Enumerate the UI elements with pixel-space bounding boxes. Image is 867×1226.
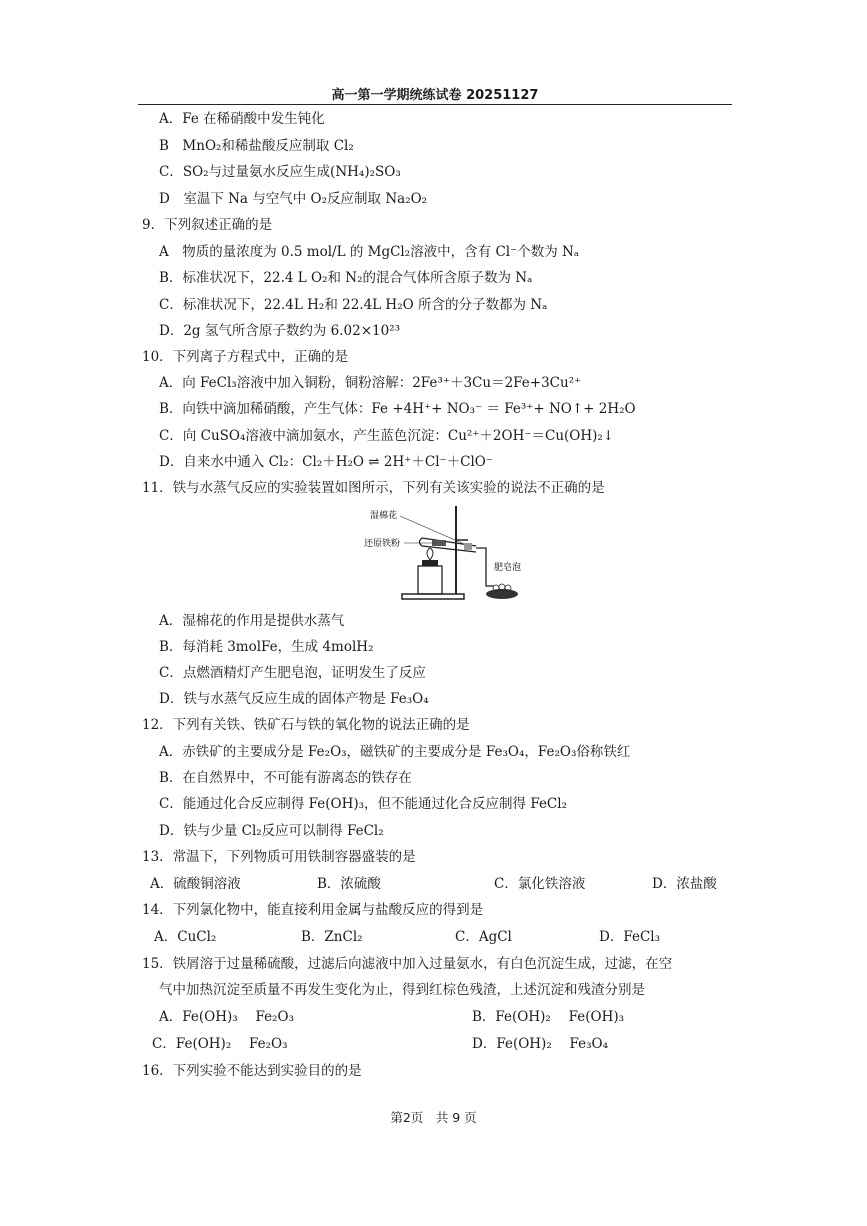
question-12-option-a: A．赤铁矿的主要成分是 Fe₂O₃，磁铁矿的主要成分是 Fe₃O₄，Fe₂O₃俗称铁红 [159,744,631,760]
prev-option-c: C．SO₂与过量氨水反应生成(NH₄)₂SO₃ [159,164,401,180]
question-9-option-a: A 物质的量浓度为 0.5 mol/L 的 MgCl₂溶液中，含有 Cl⁻个数为 Nₐ [159,244,580,260]
question-11-option-a: A．湿棉花的作用是提供水蒸气 [159,613,345,629]
question-12-option-b: B．在自然界中，不可能有游离态的铁存在 [159,770,412,786]
stand-base [402,594,464,599]
question-13-stem: 13．常温下，下列物质可用铁制容器盛装的是 [142,849,416,865]
question-15-option-c: C．Fe(OH)₂ Fe₂O₃ [152,1036,288,1052]
question-11-option-b: B．每消耗 3molFe，生成 4molH₂ [159,639,374,655]
question-11-stem: 11．铁与水蒸气反应的实验装置如图所示，下列有关该实验的说法不正确的是 [142,480,605,496]
prev-option-a: A．Fe 在稀硝酸中发生钝化 [159,111,325,127]
question-14-stem: 14．下列氯化物中，能直接利用金属与盐酸反应的得到是 [142,902,484,918]
flame [427,548,433,560]
prev-option-d: D 室温下 Na 与空气中 O₂反应制取 Na₂O₂ [159,191,428,207]
question-10-option-a: A．向 FeCl₃溶液中加入铜粉，铜粉溶解：2Fe³⁺＋3Cu＝2Fe+3Cu²⁺ [159,375,582,391]
apparatus-figure [360,500,540,608]
iron-powder [432,540,446,546]
question-14-option-d: D．FeCl₃ [599,929,661,945]
question-13-option-a: A．硫酸铜溶液 [150,876,241,892]
question-14-option-a: A．CuCl₂ [154,929,217,945]
question-13-option-c: C．氯化铁溶液 [494,876,586,892]
question-10-option-c: C．向 CuSO₄溶液中滴加氨水，产生蓝色沉淀：Cu²⁺＋2OH⁻＝Cu(OH)₂↓ [159,428,615,444]
question-12-option-c: C．能通过化合反应制得 Fe(OH)₃，但不能通过化合反应制得 FeCl₂ [159,796,567,812]
question-10-stem: 10．下列离子方程式中，正确的是 [142,349,349,365]
question-11-option-d: D．铁与水蒸气反应生成的固体产物是 Fe₃O₄ [159,691,429,707]
delivery-tube [476,548,494,586]
question-10-option-d: D．自来水中通入 Cl₂：Cl₂＋H₂O ⇌ 2H⁺＋Cl⁻＋ClO⁻ [159,454,493,470]
label-soap-bubble: 肥皂泡 [494,563,522,573]
question-14-option-b: B．ZnCl₂ [301,929,363,945]
question-13-option-b: B．浓硫酸 [317,876,381,892]
question-11-option-c: C．点燃酒精灯产生肥皂泡，证明发生了反应 [159,665,426,681]
question-12-stem: 12．下列有关铁、铁矿石与铁的氧化物的说法正确的是 [142,717,470,733]
header-divider [138,104,732,105]
page-header: 高一第一学期统练试卷 20251127 [331,88,539,103]
question-9-option-c: C．标准状况下，22.4L H₂和 22.4L H₂O 所含的分子数都为 Nₐ [159,297,548,313]
question-15-option-b: B．Fe(OH)₂ Fe(OH)₃ [472,1009,625,1025]
label-wet-cotton: 湿棉花 [370,511,398,521]
label-iron-powder: 还原铁粉 [364,539,401,549]
prev-option-b: B MnO₂和稀盐酸反应制取 Cl₂ [159,138,354,154]
wet-cotton [464,543,472,550]
question-15-option-a: A．Fe(OH)₃ Fe₂O₃ [159,1009,294,1025]
question-15-stem-line1: 15．铁屑溶于过量稀硫酸，过滤后向滤液中加入过量氨水，有白色沉淀生成，过滤，在空 [142,956,673,972]
question-15-option-d: D．Fe(OH)₂ Fe₃O₄ [472,1036,609,1052]
question-15-stem-line2: 气中加热沉淀至质量不再发生变化为止，得到红棕色残渣，上述沉淀和残渣分别是 [159,982,645,998]
question-9-stem: 9．下列叙述正确的是 [142,217,273,233]
question-12-option-d: D．铁与少量 Cl₂反应可以制得 FeCl₂ [159,823,384,839]
question-13-option-d: D．浓盐酸 [652,876,717,892]
question-14-option-c: C．AgCl [455,929,512,945]
question-10-option-b: B．向铁中滴加稀硝酸，产生气体：Fe +4H⁺+ NO₃⁻ ＝ Fe³⁺+ NO↑+ 2H₂O [159,401,636,417]
question-9-option-b: B．标准状况下，22.4 L O₂和 N₂的混合气体所含原子数为 Nₐ [159,270,533,286]
alcohol-lamp [418,566,442,594]
soap-dish [486,589,518,599]
question-16-stem: 16．下列实验不能达到实验目的的是 [142,1063,362,1079]
question-9-option-d: D．2g 氢气所含原子数约为 6.02×10²³ [159,323,401,339]
page-footer: 第2页 共 9 页 [390,1110,477,1125]
